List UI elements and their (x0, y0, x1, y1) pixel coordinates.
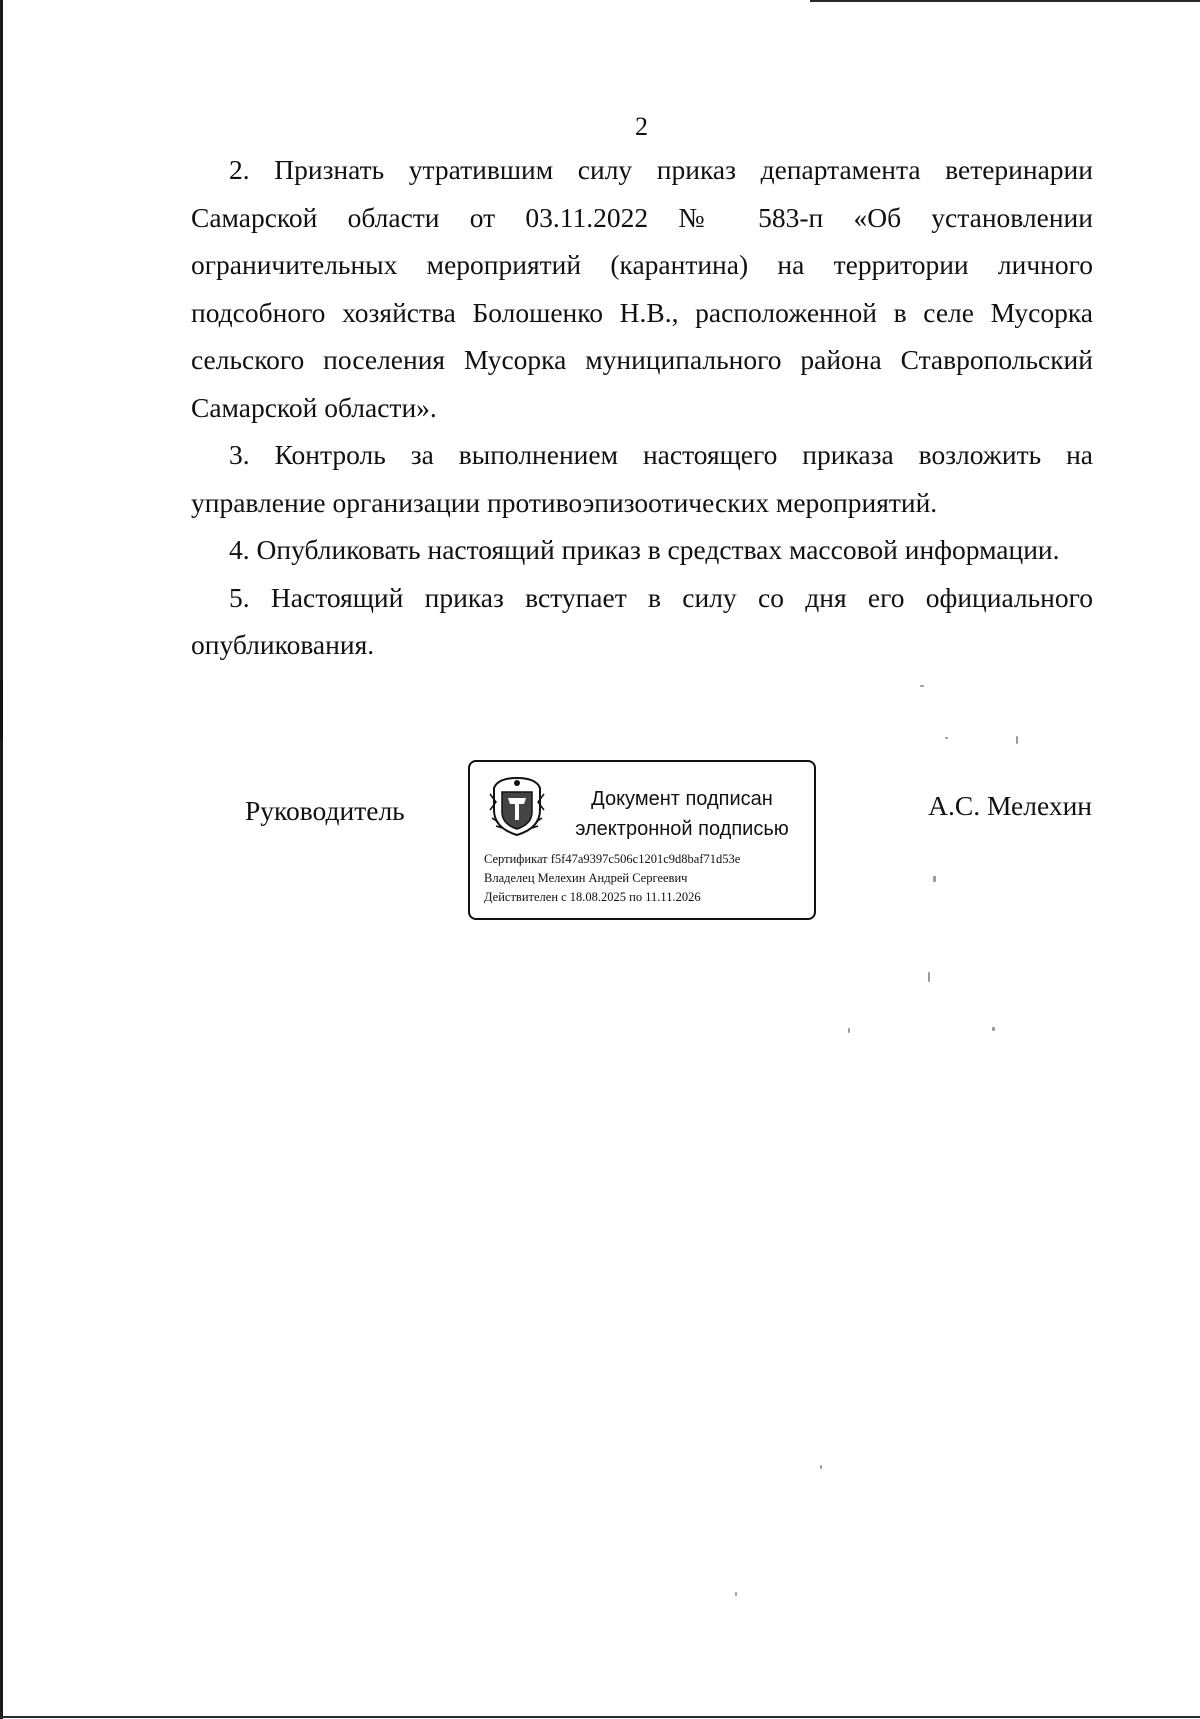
stamp-owner: Владелец Мелехин Андрей Сергеевич (484, 871, 688, 885)
scan-edge-left-mark (0, 680, 3, 740)
scan-speck (945, 737, 948, 739)
scan-speck (848, 1028, 850, 1033)
paragraph-5: 5. Настоящий приказ вступает в силу со дня его официального опубликования. (191, 581, 1093, 660)
paragraph-2: 2. Признать утратившим силу приказ департамента ветеринарии Самарской области от 03.11.2022 № 583-п «Об установлении ограничительных мероприятий (карантина) на территории личного подсобного хозяйства Болошенко Н.В., расположенной в селе Мусорка сельского поселения Мусорка муниципального района Ставропольский Самарской области». (191, 154, 1093, 423)
stamp-details (484, 850, 809, 907)
scan-edge-left (0, 0, 3, 1719)
stamp-title-line-1: Документ подписан (591, 788, 773, 810)
scan-speck (1016, 736, 1018, 744)
stamp-title-line-2: электронной подписью (575, 818, 789, 840)
scan-speck (933, 876, 936, 882)
stamp-certificate: Сертификат f5f47a9397c506c1201c9d8baf71d53e (484, 852, 741, 866)
electronic-signature-stamp (468, 760, 816, 920)
stamp-validity: Действителен с 18.08.2025 по 11.11.2026 (484, 890, 701, 904)
scan-speck (735, 1592, 737, 1596)
scan-speck (920, 685, 924, 687)
signatory-position: Руководитель (245, 795, 405, 826)
scan-edge-bottom (0, 1716, 1200, 1718)
page-number: 2 (635, 112, 648, 141)
paragraph-4: 4. Опубликовать настоящий приказ в средствах массовой информации. (229, 534, 1060, 565)
scan-edge-top (810, 0, 1200, 2)
document-body (191, 146, 1093, 669)
scan-speck (928, 972, 930, 982)
coat-of-arms-icon (488, 774, 546, 838)
paragraph-3: 3. Контроль за выполнением настоящего приказа возложить на управление организации противоэпизоотических мероприятий. (191, 439, 1093, 518)
scan-speck (992, 1027, 995, 1031)
scan-speck (820, 1465, 822, 1469)
stamp-title (562, 784, 802, 844)
signatory-name: А.С. Мелехин (928, 790, 1092, 821)
